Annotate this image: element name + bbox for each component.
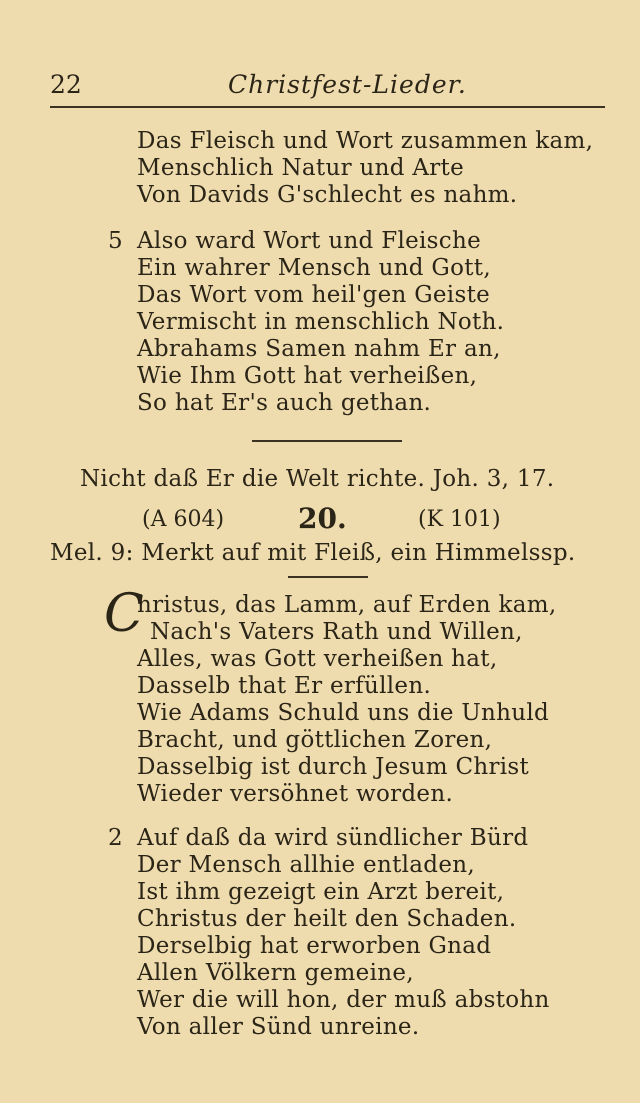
verse-line: Dasselbig ist durch Jesum Christ xyxy=(137,754,530,780)
hymn-divider xyxy=(288,576,368,578)
verse-line: Wie Adams Schuld uns die Unhuld xyxy=(137,700,550,726)
running-title: Christfest-Lieder. xyxy=(228,70,467,99)
verse-line: hristus, das Lamm, auf Erden kam, xyxy=(137,592,557,618)
hymn-ref-right: (K 101) xyxy=(418,507,501,532)
page-header xyxy=(50,70,605,104)
verse-line: Wieder versöhnet worden. xyxy=(137,781,454,807)
verse-line: Das Wort vom heil'gen Geiste xyxy=(137,282,491,308)
verse-line: Ist ihm gezeigt ein Arzt bereit, xyxy=(137,879,505,905)
verse-line: Ein wahrer Mensch und Gott, xyxy=(137,255,491,281)
hymn-motto: Nicht daß Er die Welt richte. Joh. 3, 17. xyxy=(80,466,555,492)
verse-line: Abrahams Samen nahm Er an, xyxy=(137,336,501,362)
stanza-number: 5 xyxy=(108,228,123,254)
verse-line: Menschlich Natur und Arte xyxy=(137,155,465,181)
hymn-number: 20. xyxy=(298,502,347,535)
page-number: 22 xyxy=(50,70,82,99)
verse-line: Wer die will hon, der muß abstohn xyxy=(137,987,550,1013)
header-rule xyxy=(50,106,605,108)
hymn-ref-left: (A 604) xyxy=(142,507,225,532)
verse-line: Von aller Sünd unreine. xyxy=(137,1014,420,1040)
verse-line: Dasselb that Er erfüllen. xyxy=(137,673,432,699)
verse-line: Alles, was Gott verheißen hat, xyxy=(137,646,498,672)
section-divider xyxy=(252,440,402,442)
verse-line: Nach's Vaters Rath und Willen, xyxy=(150,619,523,645)
verse-line: So hat Er's auch gethan. xyxy=(137,390,432,416)
drop-cap: C xyxy=(104,584,144,644)
verse-line: Derselbig hat erworben Gnad xyxy=(137,933,492,959)
stanza-number: 2 xyxy=(108,825,123,851)
verse-line: Auf daß da wird sündlicher Bürd xyxy=(137,825,529,851)
verse-line: Das Fleisch und Wort zusammen kam, xyxy=(137,128,594,154)
verse-line: Der Mensch allhie entladen, xyxy=(137,852,475,878)
verse-line: Bracht, und göttlichen Zoren, xyxy=(137,727,493,753)
verse-line: Von Davids G'schlecht es nahm. xyxy=(137,182,518,208)
verse-line: Vermischt in menschlich Noth. xyxy=(137,309,505,335)
verse-line: Wie Ihm Gott hat verheißen, xyxy=(137,363,478,389)
verse-line: Christus der heilt den Schaden. xyxy=(137,906,517,932)
verse-line: Also ward Wort und Fleische xyxy=(137,228,481,254)
melody-line: Mel. 9: Merkt auf mit Fleiß, ein Himmelssp. xyxy=(50,540,576,566)
verse-line: Allen Völkern gemeine, xyxy=(137,960,414,986)
